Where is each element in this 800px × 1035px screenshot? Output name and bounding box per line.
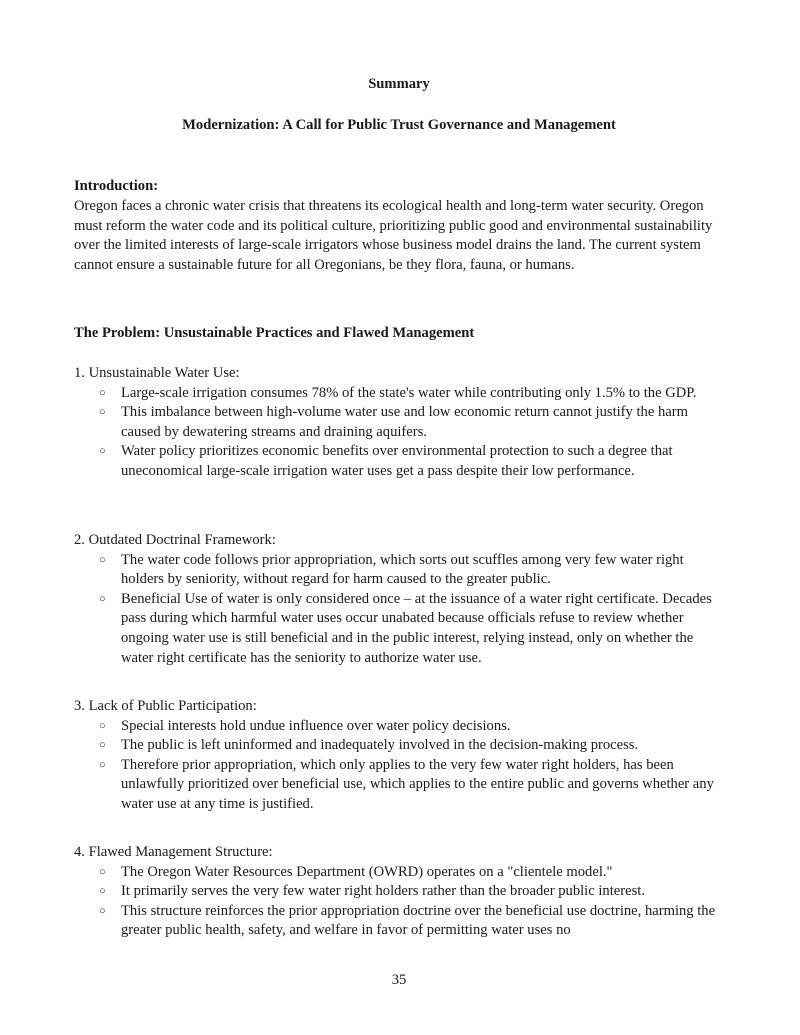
main-title: Modernization: A Call for Public Trust Governance and Management: [182, 117, 616, 133]
section-flawed-management-structure: [74, 843, 724, 941]
list-item: [74, 384, 724, 404]
bullet-icon: ○: [99, 553, 106, 566]
section-title: 4. Flawed Management Structure:: [74, 844, 273, 860]
list-item-text: Beneficial Use of water is only considered once – at the issuance of a water right certificate. Decades pass during which harmful water uses occur unabated because officials refuse to review whether ongoing water use is still beneficial and in the public interest, relying instead, only on whether the water right certificate has the seniority to authorize water use.: [121, 590, 712, 666]
list-item-text: The water code follows prior appropriation, which sorts out scuffles among very few water right holders by seniority, without regard for harm caused to the greater public.: [121, 551, 684, 588]
bullet-icon: ○: [99, 885, 106, 898]
bullet-list: [74, 551, 724, 669]
section-lack-of-public-participation: [74, 697, 724, 815]
bullet-icon: ○: [99, 386, 106, 399]
section-outdated-doctrinal-framework: [74, 531, 724, 668]
list-item: [74, 736, 724, 756]
list-item-text: This imbalance between high-volume water use and low economic return cannot justify the harm caused by dewatering streams and draining aquifers.: [121, 404, 688, 440]
bullet-list: [74, 384, 724, 482]
list-item: [74, 551, 724, 590]
bullet-list: [74, 717, 724, 815]
bullet-icon: ○: [99, 592, 106, 605]
list-item-text: Large-scale irrigation consumes 78% of the state's water while contributing only 1.5% to the GDP.: [121, 384, 697, 401]
page-number: 35: [391, 972, 407, 988]
introduction-body: Oregon faces a chronic water crisis that threatens its ecological health and long-term water security. Oregon must reform the water code and its political culture, prioritizing public good and environmental sustainability over the limited interests of large-scale irrigators whose business model drains the land. The current system cannot ensure a sustainable future for all Oregonians, be they flora, fauna, or humans.: [74, 198, 713, 273]
list-item: [74, 717, 724, 737]
list-item-text: Water policy prioritizes economic benefits over environmental protection to such a degree that uneconomical large-scale irrigation water uses get a pass despite their low performance.: [121, 443, 673, 479]
section-unsustainable-water-use: [74, 364, 724, 482]
section-title: 2. Outdated Doctrinal Framework:: [74, 532, 276, 548]
bullet-list: [74, 863, 724, 941]
list-item-text: Special interests hold undue influence over water policy decisions.: [121, 717, 511, 734]
bullet-icon: ○: [99, 719, 106, 732]
section-title: 3. Lack of Public Participation:: [74, 698, 257, 714]
section-title: 1. Unsustainable Water Use:: [74, 365, 240, 381]
bullet-icon: ○: [99, 406, 106, 419]
bullet-icon: ○: [99, 739, 106, 752]
list-item-text: Therefore prior appropriation, which only applies to the very few water right holders, has been unlawfully prioritized over beneficial use, which applies to the entire public and governs whether any water use at any time is justified.: [121, 756, 714, 812]
list-item: [74, 442, 724, 481]
list-item-text: The Oregon Water Resources Department (OWRD) operates on a "clientele model.": [121, 863, 613, 880]
bullet-icon: ○: [99, 445, 106, 458]
summary-title: Summary: [368, 76, 430, 92]
list-item: [74, 863, 724, 883]
introduction-heading: Introduction:: [74, 178, 159, 194]
problem-heading: The Problem: Unsustainable Practices and Flawed Management: [74, 325, 475, 341]
list-item: [74, 756, 724, 815]
bullet-icon: ○: [99, 865, 106, 878]
list-item-text: It primarily serves the very few water right holders rather than the broader public interest.: [121, 883, 645, 900]
list-item: [74, 882, 724, 902]
list-item: [74, 902, 724, 941]
bullet-icon: ○: [99, 904, 106, 917]
list-item: [74, 403, 724, 442]
list-item: [74, 590, 724, 668]
bullet-icon: ○: [99, 758, 106, 771]
list-item-text: The public is left uninformed and inadequately involved in the decision-making process.: [121, 737, 639, 754]
list-item-text: This structure reinforces the prior appropriation doctrine over the beneficial use doctrine, harming the greater public health, safety, and welfare in favor of permitting water uses no: [121, 902, 716, 939]
